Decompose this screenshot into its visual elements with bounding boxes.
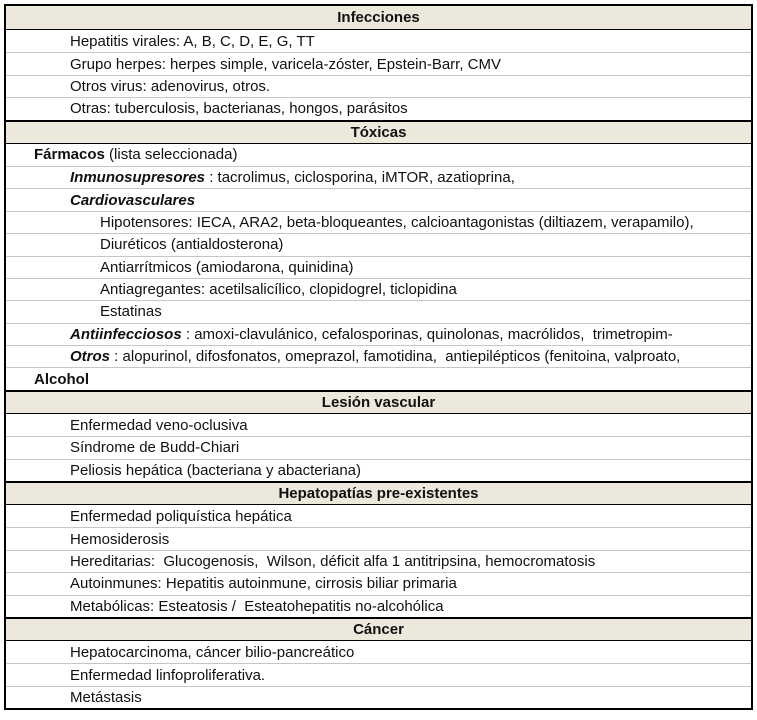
table-row [6, 256, 751, 278]
row-text: Alcohol [34, 370, 89, 388]
table-row [6, 30, 751, 52]
table-row [6, 75, 751, 97]
row-text: Otras: tuberculosis, bacterianas, hongos, parásitos [70, 100, 408, 118]
table-row [6, 572, 751, 594]
section-header-4: Cáncer [6, 617, 751, 641]
row-text: Autoinmunes: Hepatitis autoinmune, cirrosis biliar primaria [70, 575, 457, 593]
section-header-3: Hepatopatías pre-existentes [6, 481, 751, 505]
classification-table [4, 4, 753, 710]
row-text: Enfermedad poliquística hepática [70, 507, 292, 525]
row-text: : amoxi-clavulánico, cefalosporinas, quinolonas, macrólidos, trimetropim- [181, 325, 673, 343]
table-row [6, 459, 751, 481]
row-text: Otros virus: adenovirus, otros. [70, 77, 271, 95]
table-row [6, 300, 751, 322]
row-text: Metástasis [70, 688, 142, 706]
table-row [6, 527, 751, 549]
table-row [6, 97, 751, 119]
row-text: Peliosis hepática (bacteriana y abacteriana) [70, 461, 361, 479]
table-row [6, 211, 751, 233]
table-row [6, 663, 751, 685]
row-text: Enfermedad veno-oclusiva [70, 416, 248, 434]
row-text: Síndrome de Budd-Chiari [70, 439, 240, 457]
row-text: : tacrolimus, ciclosporina, iMTOR, azatioprina, [205, 169, 515, 187]
table-row [6, 367, 751, 389]
row-text: Hipotensores: IECA, ARA2, beta-bloqueantes, calcioantagonistas (diltiazem, verapamilo), [100, 213, 694, 231]
table-row [6, 686, 751, 708]
row-text: Inmunosupresores [70, 169, 206, 187]
row-text: Hepatitis virales: A, B, C, D, E, G, TT [70, 32, 315, 50]
table-row [6, 641, 751, 663]
row-text: (lista seleccionada) [104, 146, 238, 164]
table-row [6, 595, 751, 617]
row-text: Antiagregantes: acetilsalicílico, clopidogrel, ticlopidina [100, 281, 457, 299]
table-row [6, 52, 751, 74]
row-text: Hepatocarcinoma, cáncer bilio-pancreático [70, 643, 355, 661]
row-text: Antiarrítmicos (amiodarona, quinidina) [100, 258, 354, 276]
row-text: : alopurinol, difosfonatos, omeprazol, famotidina, antiepilépticos (fenitoina, valproato, [110, 348, 681, 366]
row-text: Otros [70, 348, 111, 366]
section-header-2: Lesión vascular [6, 390, 751, 414]
row-text: Diuréticos (antialdosterona) [100, 236, 284, 254]
row-text: Antiinfecciosos [70, 325, 182, 343]
row-text: Grupo herpes: herpes simple, varicela-zóster, Epstein-Barr, CMV [70, 55, 502, 73]
section-header-1: Tóxicas [6, 120, 751, 144]
row-text: Metabólicas: Esteatosis / Esteatohepatitis no-alcohólica [70, 597, 444, 615]
table-row [6, 144, 751, 166]
table-row [6, 550, 751, 572]
table-row [6, 436, 751, 458]
table-row [6, 278, 751, 300]
row-text: Hereditarias: Glucogenosis, Wilson, déficit alfa 1 antitripsina, hemocromatosis [70, 553, 596, 570]
table-row [6, 345, 751, 367]
table-row [6, 166, 751, 188]
row-text: Fármacos [34, 146, 105, 164]
row-text: Hemosiderosis [70, 530, 170, 548]
row-text: Cardiovasculares [70, 191, 196, 209]
row-text: Enfermedad linfoproliferativa. [70, 666, 266, 684]
table-row [6, 414, 751, 436]
table-row [6, 323, 751, 345]
table-row [6, 188, 751, 210]
table-row [6, 505, 751, 527]
row-text: Estatinas [100, 303, 162, 321]
section-header-0: Infecciones [6, 6, 751, 30]
table-row [6, 233, 751, 255]
